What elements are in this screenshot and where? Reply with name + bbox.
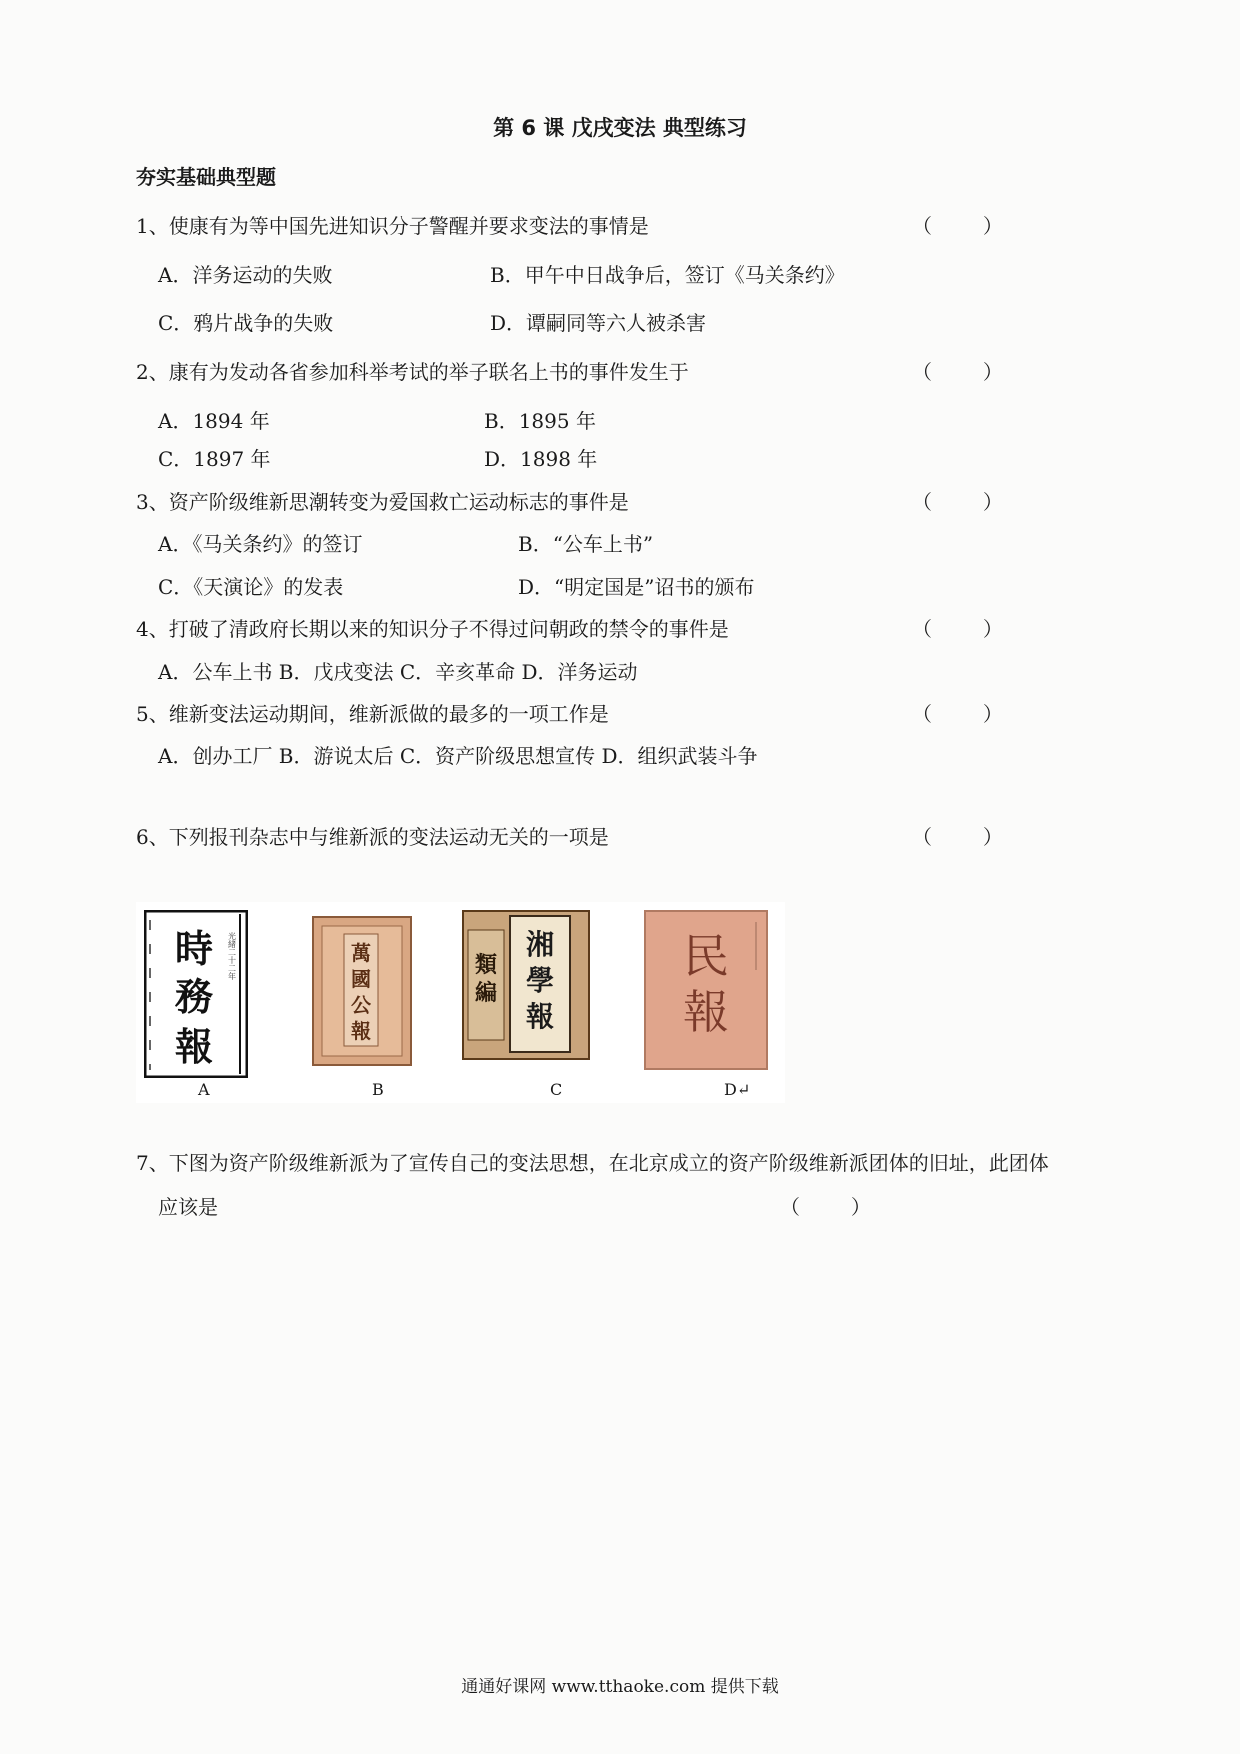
question-2-answer-blank: （ ） (912, 360, 1003, 384)
question-5-answer-blank: （ ） (912, 702, 1003, 726)
question-2-option-d: D．1898 年 (484, 447, 598, 471)
svg-text:務: 務 (174, 975, 214, 1019)
newspaper-cover-c (462, 910, 590, 1060)
question-1-stem: 1、使康有为等中国先进知识分子警醒并要求变法的事情是 (136, 214, 649, 238)
page-footer: 通通好课网 www.tthaoke.com 提供下载 (461, 1677, 779, 1697)
question-1-option-d: D．谭嗣同等六人被杀害 (490, 311, 707, 335)
question-3-option-c: C．《天演论》的发表 (158, 575, 344, 599)
question-1-answer-blank: （ ） (912, 214, 1003, 238)
newspaper-cover-icon (144, 910, 248, 1078)
question-1-option-b: B．甲午中日战争后，签订《马关条约》 (490, 263, 845, 287)
question-7-stem-continued: 应该是 (158, 1195, 218, 1219)
question-3-answer-blank: （ ） (912, 490, 1003, 514)
svg-text:光緒二十二年: 光緒二十二年 (227, 932, 237, 980)
question-2-stem: 2、康有为发动各省参加科举考试的举子联名上书的事件发生于 (136, 360, 689, 384)
newspaper-images-strip (136, 902, 785, 1103)
question-2-option-c: C．1897 年 (158, 447, 271, 471)
image-caption-a: A (198, 1080, 210, 1099)
question-2-option-b: B．1895 年 (484, 409, 596, 433)
svg-text:湘: 湘 (525, 928, 555, 961)
question-3-option-b: B．“公车上书” (518, 532, 654, 556)
svg-text:萬: 萬 (351, 941, 371, 965)
newspaper-cover-d (644, 910, 768, 1070)
svg-text:編: 編 (474, 980, 498, 1006)
question-4-stem: 4、打破了清政府长期以来的知识分子不得过问朝政的禁令的事件是 (136, 617, 729, 641)
question-5-options: A．创办工厂 B．游说太后 C．资产阶级思想宣传 D．组织武装斗争 (158, 744, 758, 768)
image-caption-d: D↵ (724, 1080, 751, 1099)
question-5-stem: 5、维新变法运动期间，维新派做的最多的一项工作是 (136, 702, 609, 726)
question-2-option-a: A．1894 年 (158, 409, 270, 433)
svg-text:報: 報 (683, 985, 729, 1039)
svg-text:時: 時 (174, 927, 214, 971)
svg-text:國: 國 (351, 967, 371, 991)
question-3-stem: 3、资产阶级维新思潮转变为爱国救亡运动标志的事件是 (136, 490, 629, 514)
svg-text:學: 學 (525, 964, 555, 997)
newspaper-cover-b (312, 916, 412, 1066)
question-3-option-a: A．《马关条约》的签订 (158, 532, 363, 556)
question-7-stem: 7、下图为资产阶级维新派为了宣传自己的变法思想，在北京成立的资产阶级维新派团体的旧址，此团体 (136, 1151, 1049, 1175)
image-caption-c: C (550, 1080, 563, 1099)
question-6-stem: 6、下列报刊杂志中与维新派的变法运动无关的一项是 (136, 825, 609, 849)
question-3-option-d: D．“明定国是”诏书的颁布 (518, 575, 755, 599)
svg-text:報: 報 (351, 1019, 371, 1043)
question-4-answer-blank: （ ） (912, 617, 1003, 641)
question-4-options: A．公车上书 B．戊戌变法 C．辛亥革命 D．洋务运动 (158, 660, 638, 684)
newspaper-cover-icon (644, 910, 768, 1070)
question-6-answer-blank: （ ） (912, 825, 1003, 849)
svg-text:民: 民 (683, 929, 729, 983)
svg-text:類: 類 (474, 952, 498, 978)
newspaper-cover-icon (312, 916, 412, 1066)
page-title: 第 6 课 戊戌变法 典型练习 (493, 116, 747, 140)
question-1-option-a: A．洋务运动的失败 (158, 263, 333, 287)
svg-text:報: 報 (525, 1000, 555, 1033)
svg-text:報: 報 (174, 1025, 214, 1069)
svg-text:公: 公 (351, 993, 371, 1017)
newspaper-cover-a (144, 910, 248, 1078)
section-heading: 夯实基础典型题 (136, 165, 276, 189)
question-1-option-c: C．鸦片战争的失败 (158, 311, 334, 335)
newspaper-cover-icon (462, 910, 590, 1060)
question-7-answer-blank: （ ） (780, 1195, 871, 1219)
image-caption-b: B (372, 1080, 384, 1099)
